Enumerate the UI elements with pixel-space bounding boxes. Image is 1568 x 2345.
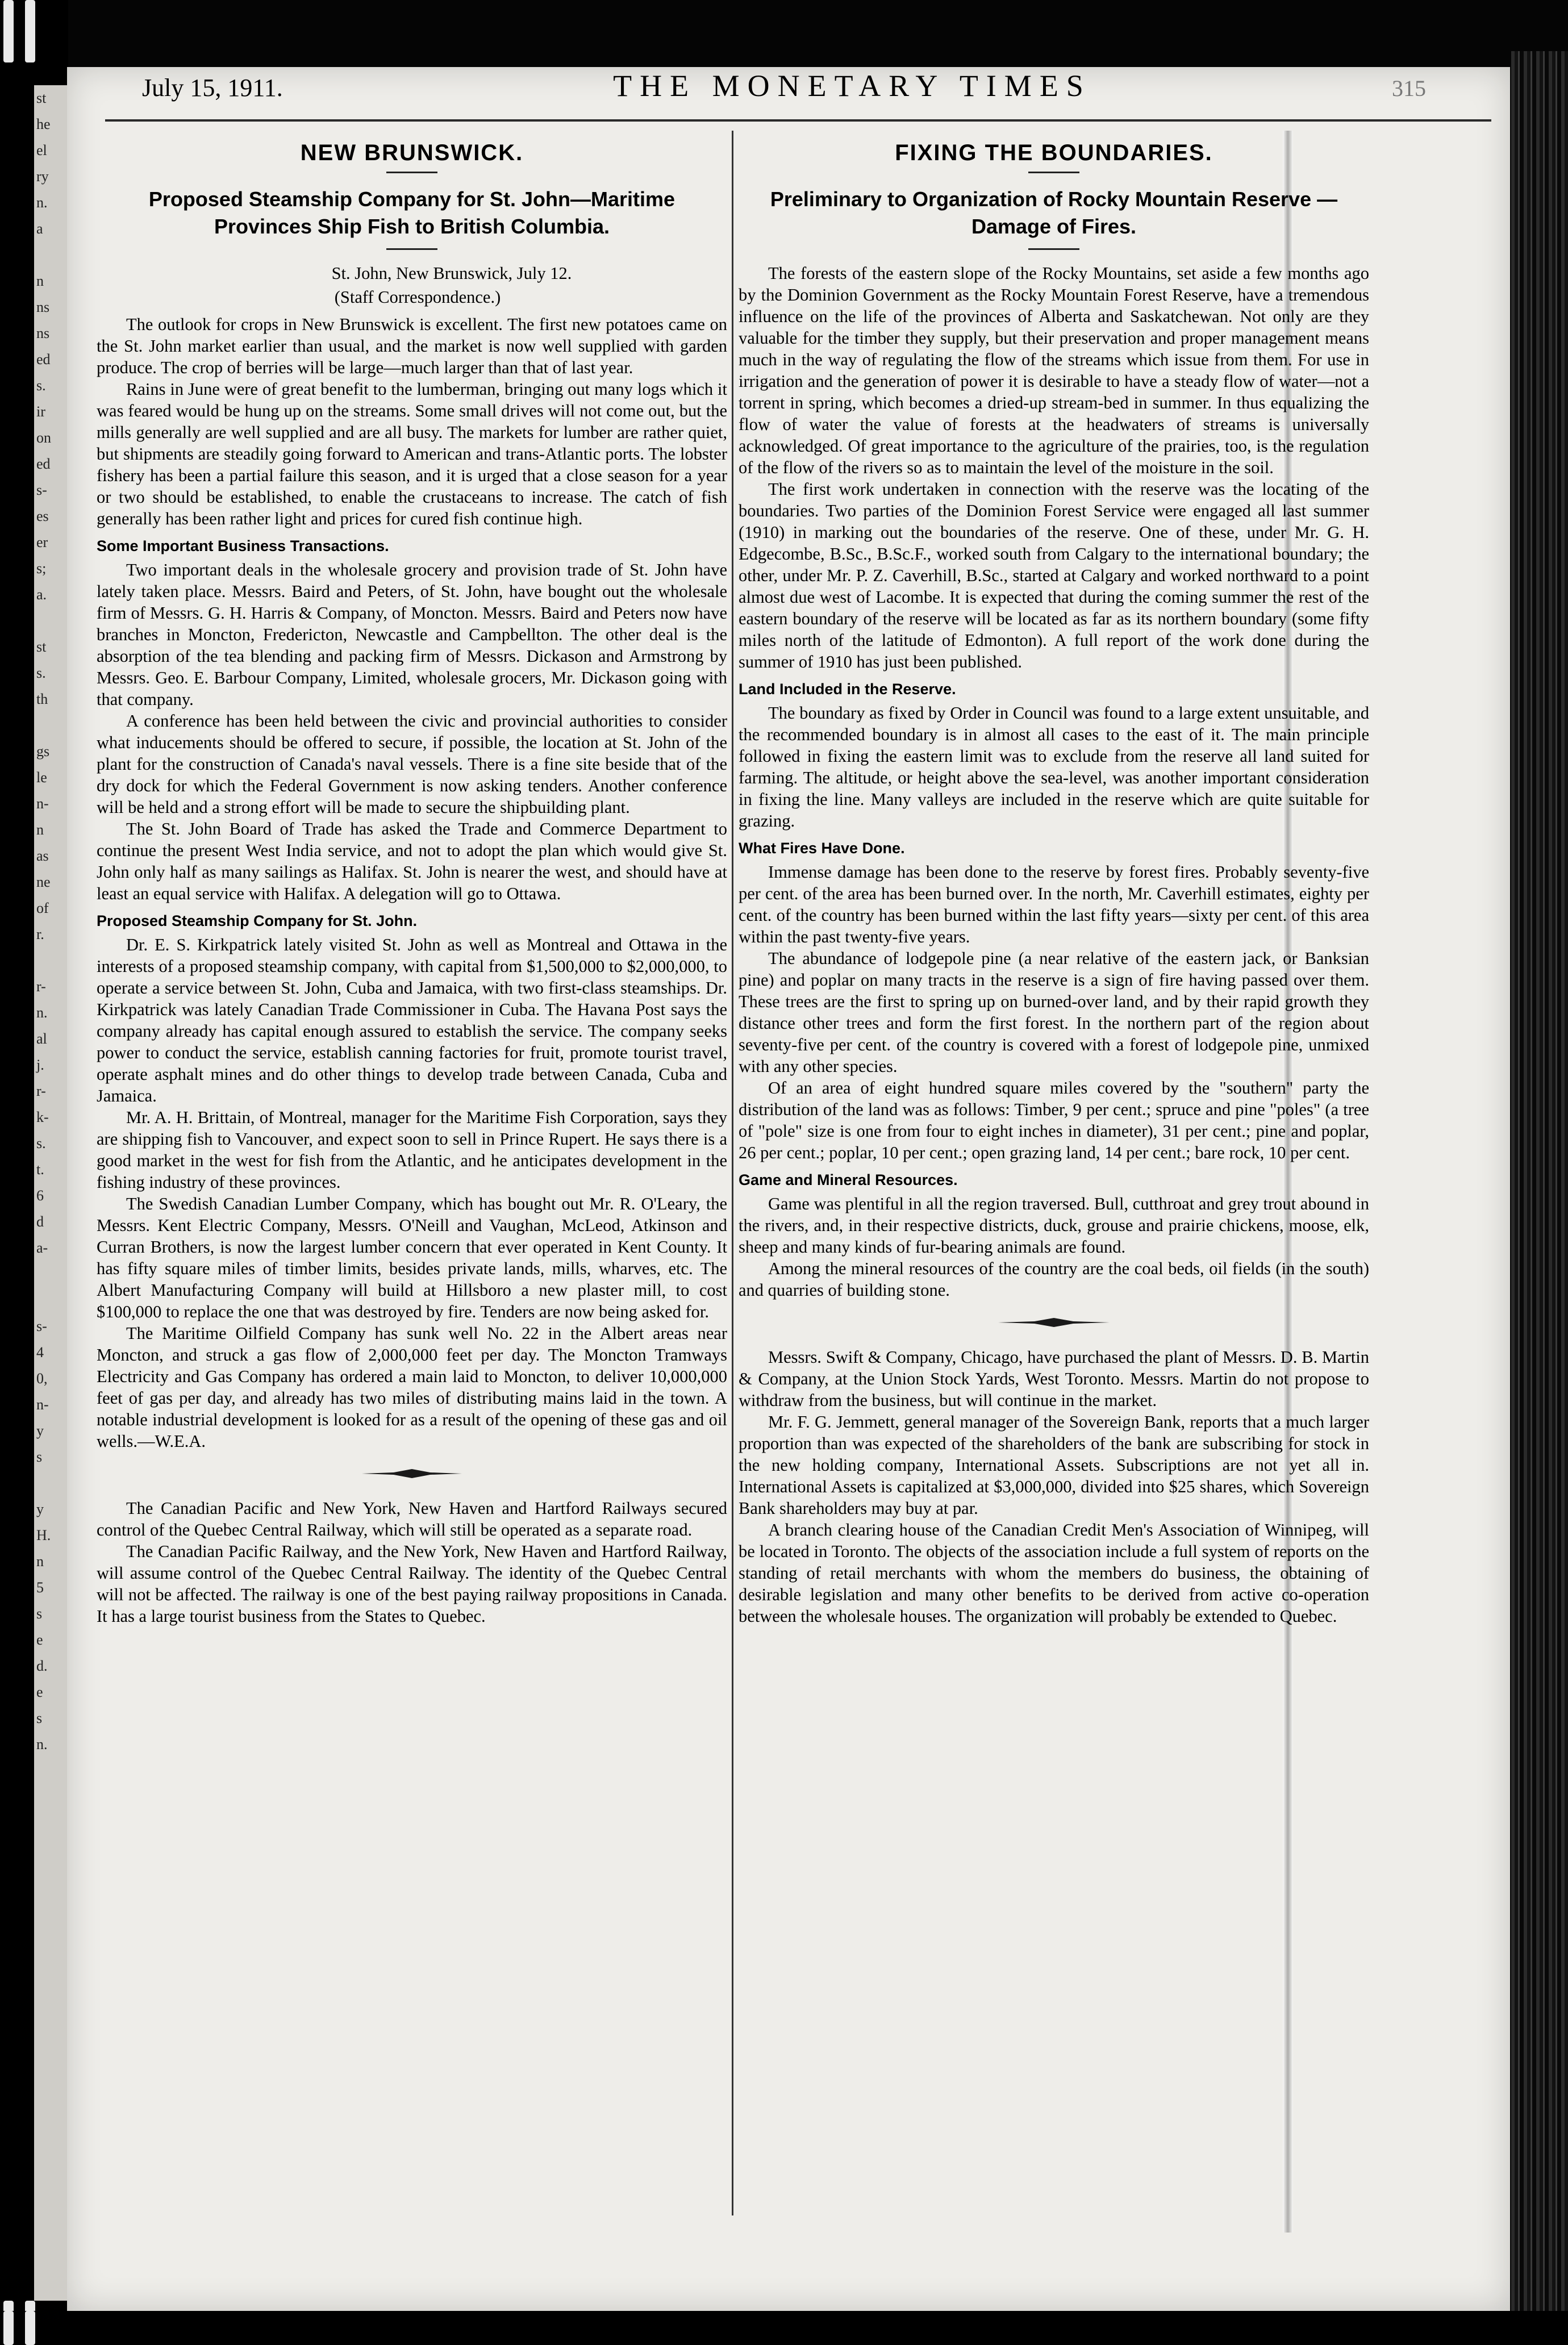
adjacent-page-fragment xyxy=(36,608,67,634)
adjacent-page-fragment: th xyxy=(36,691,48,707)
article-subheading: Proposed Steamship Company for St. John—Maritime Provinces Ship Fish to British Columbia. xyxy=(148,187,675,238)
adjacent-page-fragment: a- xyxy=(36,1240,48,1256)
paragraph: The outlook for crops in New Brunswick is excellent. The first new potatoes came on the St. John market earlier than usual, and the market is now well supplied with garden produce. The crop of berries will be large—much larger than that of last year. xyxy=(97,315,727,377)
adjacent-page-fragment: H. xyxy=(36,1527,51,1543)
article-byline: (Staff Correspondence.) xyxy=(334,287,501,307)
right-column xyxy=(739,136,1369,1627)
page-number: 315 xyxy=(1392,76,1426,101)
paragraph: Dr. E. S. Kirkpatrick lately visited St. John as well as Montreal and Ottawa in the interests of a proposed steamship company, with capital from $1,500,000 to $2,000,000, to operate a service between St. John, Cuba and Jamaica, with two first-class steamships. Dr. Kirkpatrick was lately Canadian Trade Commissioner in Cuba. The Havana Post says the company already has capital enough assured to establish the service. The company seeks power to conduct the service, establish canning factories for fruit, promote tourist travel, operate asphalt mines and do other things to develop trade between Canada, Cuba and Jamaica. xyxy=(97,935,727,1105)
adjacent-page-fragment: al xyxy=(36,1030,47,1047)
adjacent-page-fragment: s. xyxy=(36,1135,46,1151)
paragraph: A branch clearing house of the Canadian Credit Men's Association of Winnipeg, will be located in Toronto. The objects of the association include a full system of reports on the standing of retail merchants with whom the members do business, the obtaining of desirable legislation and many other benefits to be derived from active co-operation between the wholesale houses. The organization will probably be extended to Quebec. xyxy=(739,1520,1369,1626)
heading-rule xyxy=(386,248,437,250)
paragraph: The Maritime Oilfield Company has sunk well No. 22 in the Albert areas near Moncton, and struck a gas flow of 2,000,000 feet per day. The Moncton Tramways Electricity and Gas Company has ordered a main laid to Moncton, to deliver 10,000,000 feet of gas per day, and already has two miles of distributing mains laid in the town. A notable industrial development is looked for as a result of the opening of these gas and oil wells.—W.E.A. xyxy=(97,1324,727,1451)
paragraph: Two important deals in the wholesale grocery and provision trade of St. John have lately taken place. Messrs. Baird and Peters, of St. John, have bought out the wholesale firm of Messrs. G. H. Harris & Company, of Moncton. Messrs. Baird and Peters now have branches in Moncton, Fredericton, Newcastle and Campbellton. The other deal is the absorption of the tea blending and packing firm of Messrs. Dickason and Armstrong by Messrs. Geo. E. Barbour Company, Limited, wholesale grocers, Mr. Dickason going with that company. xyxy=(97,560,727,709)
ornament-glyph xyxy=(997,1316,1111,1329)
adjacent-page-fragment: j. xyxy=(36,1057,44,1073)
adjacent-page-fragment: ns xyxy=(36,299,50,315)
adjacent-page-fragment: n xyxy=(36,821,44,838)
adjacent-page-fragment: y xyxy=(36,1501,44,1517)
left-column xyxy=(97,136,727,1627)
adjacent-page-fragment xyxy=(36,1470,67,1496)
adjacent-page-fragment: s- xyxy=(36,482,47,498)
adjacent-page-fragment: e xyxy=(36,1632,43,1648)
adjacent-page-fragment: gs xyxy=(36,743,50,760)
article-heading: NEW BRUNSWICK. xyxy=(300,140,524,165)
adjacent-page-fragment: r- xyxy=(36,1083,46,1099)
adjacent-page-fragment xyxy=(36,948,67,974)
adjacent-page-fragment: a. xyxy=(36,586,47,603)
adjacent-page-fragment: he xyxy=(36,116,51,132)
adjacent-page-fragment: ne xyxy=(36,874,51,890)
adjacent-page-fragment: ir xyxy=(36,403,45,420)
paragraph: Mr. F. G. Jemmett, general manager of the Sovereign Bank, reports that a much larger proportion than was expected of the shareholders of the bank are subscribing for stock in the new holding company, International Assets. Subscriptions are not yet all in. International Assets is capitalized at $3,000,000, divided into $25 shares, which Sovereign Bank shareholders may buy at par. xyxy=(739,1412,1369,1518)
adjacent-page-fragment: t. xyxy=(36,1161,44,1178)
film-perforation-mark xyxy=(25,0,35,62)
film-perforation-mark xyxy=(25,2311,35,2345)
adjacent-page-fragment: n xyxy=(36,1553,44,1570)
ornament-divider xyxy=(739,1316,1369,1329)
adjacent-page-fragment: a xyxy=(36,220,43,237)
adjacent-page-fragment: ry xyxy=(36,168,49,185)
film-edge-bottom xyxy=(0,2311,1568,2345)
adjacent-page-fragment xyxy=(36,1261,67,1287)
paragraph: Rains in June were of great benefit to the lumberman, bringing out many logs which it was feared would be hung up on the streams. Some small drives will not come out, but the mills generally are well supplied and are all busy. The markets for lumber are rather quiet, but shipments are steadily going forward to American and trans-Atlantic ports. The lobster fishery has been a partial failure this season, and it is urged that a close season for a year or two should be established, to enable the crustaceans to increase. The catch of fish generally has been rather light and prices for cured fish continue high. xyxy=(97,379,727,528)
adjacent-page-fragment: e xyxy=(36,1684,43,1700)
adjacent-page-fragment: 5 xyxy=(36,1579,44,1596)
adjacent-page-fragment: n- xyxy=(36,795,49,812)
adjacent-page-fragment: r- xyxy=(36,978,46,995)
adjacent-page-fragment: s xyxy=(36,1710,43,1726)
adjacent-page-fragment: 6 xyxy=(36,1187,44,1204)
adjacent-page-fragment: n. xyxy=(36,1736,48,1753)
adjacent-page-fragment: el xyxy=(36,142,47,158)
publication-title: THE MONETARY TIMES xyxy=(613,69,1091,103)
paragraph: The Canadian Pacific and New York, New Haven and Hartford Railways secured control of the Quebec Central Railway, which will still be operated as a separate road. xyxy=(97,1499,727,1539)
page-header xyxy=(142,68,1426,119)
adjacent-page-fragment: s. xyxy=(36,665,46,681)
paragraph: The first work undertaken in connection with the reserve was the locating of the boundaries. Two parties of the Dominion Forest Service were engaged all last summer (1910) in marking out the boundaries of the reserve. One of these, under Mr. G. H. Edgecombe, B.Sc., B.Sc.F., worked south from Calgary to the international boundary; the other, under Mr. P. Z. Caverhill, B.Sc., started at Calgary and worked northward to a point almost due west of Lacombe. It is expected that during the coming summer the rest of the eastern boundary of the reserve will be located as far as its northern boundary (some fifty miles north of the latitude of Edmonton). A full report of the work done during the summer of 1910 has just been published. xyxy=(739,479,1369,671)
article-heading: FIXING THE BOUNDARIES. xyxy=(895,140,1213,165)
section-heading: What Fires Have Done. xyxy=(739,840,905,857)
adjacent-page-fragment: st xyxy=(36,90,47,106)
heading-rule xyxy=(1028,248,1079,250)
section-heading: Some Important Business Transactions. xyxy=(97,537,389,554)
film-perforation-mark xyxy=(3,2311,14,2345)
adjacent-page-fragment: y xyxy=(36,1422,44,1439)
article-dateline: St. John, New Brunswick, July 12. xyxy=(331,264,572,283)
adjacent-page-fragment: as xyxy=(36,848,49,864)
adjacent-page-fragment: er xyxy=(36,534,48,550)
paragraph: Of an area of eight hundred square miles covered by the "southern" party the distribution of the land was as follows: Timber, 9 per cent.; spruce and pine "poles" (a tree of "pole" size is one from four to eight inches in diameter), 31 per cent.; pine and poplar, 26 per cent.; poplar, 10 per cent.; open grazing land, 14 per cent.; bare rock, 10 per cent. xyxy=(739,1078,1369,1162)
adjacent-page-fragment: ed xyxy=(36,351,51,368)
adjacent-page-fragment: le xyxy=(36,769,47,786)
paragraph: The boundary as fixed by Order in Council was found to a large extent unsuitable, and the recommended boundary is in almost all cases to the east of it. The main principle followed in fixing the eastern limit was to exclude from the reserve all land suited for farming. The altitude, or height above the sea-level, was another important consideration in fixing the line. Many valleys are included in the reserve which are quite suitable for grazing. xyxy=(739,703,1369,831)
column-divider xyxy=(732,131,733,2215)
adjacent-page-fragment: of xyxy=(36,900,49,916)
paragraph: Mr. A. H. Brittain, of Montreal, manager for the Maritime Fish Corporation, says they are shipping fish to Vancouver, and expect soon to sell in Prince Rupert. He says there is a good market in the west for fish from the Atlantic, and he anticipates development in the fishing industry of these provinces. xyxy=(97,1108,727,1192)
adjacent-page-fragment: s; xyxy=(36,560,47,577)
adjacent-page-fragment: st xyxy=(36,639,47,655)
adjacent-page-fragment: n xyxy=(36,273,44,289)
section-heading: Land Included in the Reserve. xyxy=(739,681,956,698)
paragraph: The St. John Board of Trade has asked the Trade and Commerce Department to continue the present West India service, and not to adopt the plan which would give St. John only half as many sailings as Halifax. St. John is nearer the west, and should have at least an equal service with Halifax. A delegation will go to Ottawa. xyxy=(97,819,727,903)
adjacent-page-fragments xyxy=(34,85,67,2301)
adjacent-page-fragment: s xyxy=(36,1605,43,1622)
adjacent-page-fragment xyxy=(36,712,67,738)
adjacent-page-fragment xyxy=(36,1287,67,1313)
adjacent-page-fragment: k- xyxy=(36,1109,49,1125)
adjacent-page-fragment xyxy=(36,242,67,268)
adjacent-page-fragment: es xyxy=(36,508,49,524)
paragraph: Among the mineral resources of the country are the coal beds, oil fields (in the south) and quarries of building stone. xyxy=(739,1259,1369,1300)
paragraph: The Canadian Pacific Railway, and the New York, New Haven and Hartford Railway, will assume control of the Quebec Central Railway. The identity of the Quebec Central will not be affected. The railway is one of the best paying railway propositions in Canada. It has a large tourist business from the States to Quebec. xyxy=(97,1542,727,1626)
adjacent-page-fragment: on xyxy=(36,429,51,446)
adjacent-page-fragment: n- xyxy=(36,1396,49,1413)
section-heading: Proposed Steamship Company for St. John. xyxy=(97,912,418,929)
adjacent-page-fragment: s- xyxy=(36,1318,47,1334)
adjacent-page-fragment: d. xyxy=(36,1658,48,1674)
adjacent-page-fragment: n. xyxy=(36,194,48,211)
adjacent-page-fragment: ns xyxy=(36,325,50,341)
book-binding-edge xyxy=(1511,51,1568,2312)
adjacent-page-fragment: n. xyxy=(36,1004,48,1021)
article-subheading: Preliminary to Organization of Rocky Mountain Reserve —Damage of Fires. xyxy=(770,187,1338,238)
paragraph: Messrs. Swift & Company, Chicago, have purchased the plant of Messrs. D. B. Martin & Company, at the Union Stock Yards, West Toronto. Messrs. Martin do not propose to withdraw from the business, but will continue in the market. xyxy=(739,1347,1369,1410)
adjacent-page-fragment: s. xyxy=(36,377,46,394)
ornament-glyph xyxy=(361,1467,463,1480)
ornament-divider xyxy=(97,1467,727,1480)
heading-rule xyxy=(1028,172,1079,173)
adjacent-page-fragment: 0, xyxy=(36,1370,48,1387)
heading-rule xyxy=(386,172,437,173)
adjacent-page-fragment: 4 xyxy=(36,1344,44,1361)
adjacent-page-fragment: d xyxy=(36,1213,44,1230)
paragraph: The Swedish Canadian Lumber Company, which has bought out Mr. R. O'Leary, the Messrs. Kent Electric Company, Messrs. O'Neill and Vaughan, McLeod, Atkinson and Curran Brothers, is now the largest lumber concern that ever operated in Kent County. It has fifty square miles of timber limits, besides private lands, mills, wharves, etc. The Albert Manufacturing Company will build at Hillsboro a new plaster mill, to cost $100,000 to replace the one that was destroyed by fire. Tenders are now being asked for. xyxy=(97,1194,727,1321)
adjacent-page-fragment: r. xyxy=(36,926,44,942)
header-rule xyxy=(105,119,1491,122)
paragraph: The forests of the eastern slope of the Rocky Mountains, set aside a few months ago by the Dominion Government as the Rocky Mountain Forest Reserve, have a tremendous influence on the life of the provinces of Alberta and Saskatchewan. Not only are they valuable for the timber they supply, but their preservation and proper management means much in the way of regulating the flow of the streams which issue from them. For use in irrigation and the generation of power it is desirable to have a steady flow of water—not a torrent in spring, which becomes a dried-up stream-bed in summer. In thus equalizing the flow of water the value of forests at the headwaters of streams is universally acknowledged. Of great importance to the agriculture of the prairies, too, is the regulation of the flow of the rivers so as to maintain the level of the moisture in the soil. xyxy=(739,264,1369,477)
paragraph: The abundance of lodgepole pine (a near relative of the eastern jack, or Banksian pine) and poplar on many tracts in the reserve is a sign of fire having passed over them. These trees are the first to spring up on burned-over land, and by their rapid growth they distance other trees and form the first forest. In the northern part of the region about seventy-five per cent. of the country is covered with a forest of lodgepole pine, unmixed with any other species. xyxy=(739,949,1369,1076)
adjacent-page-fragment: ed xyxy=(36,456,51,472)
issue-date: July 15, 1911. xyxy=(142,74,283,102)
section-heading: Game and Mineral Resources. xyxy=(739,1171,958,1188)
paragraph: Game was plentiful in all the region traversed. Bull, cutthroat and grey trout abound in the rivers, and, in their respective districts, duck, grouse and prairie chickens, moose, elk, sheep and many kinds of fur-bearing animals are found. xyxy=(739,1194,1369,1257)
paragraph: A conference has been held between the civic and provincial authorities to consider what inducements should be offered to secure, if possible, the location at St. John of the plant for the construction of Canada's naval vessels. There is a fine site beside that of the dry dock for which the Federal Government is now asking tenders. Another conference will be held and a strong effort will be made to secure the shipbuilding plant. xyxy=(97,711,727,817)
film-perforation-mark xyxy=(3,0,14,62)
paragraph: Immense damage has been done to the reserve by forest fires. Probably seventy-five per cent. of the area has been burned over. In the north, Mr. Caverhill estimates, eighty per cent. of the country has been burned within the last fifty years—sixty per cent. of this area within the past twenty-five years. xyxy=(739,862,1369,946)
adjacent-page-fragment: s xyxy=(36,1449,43,1465)
